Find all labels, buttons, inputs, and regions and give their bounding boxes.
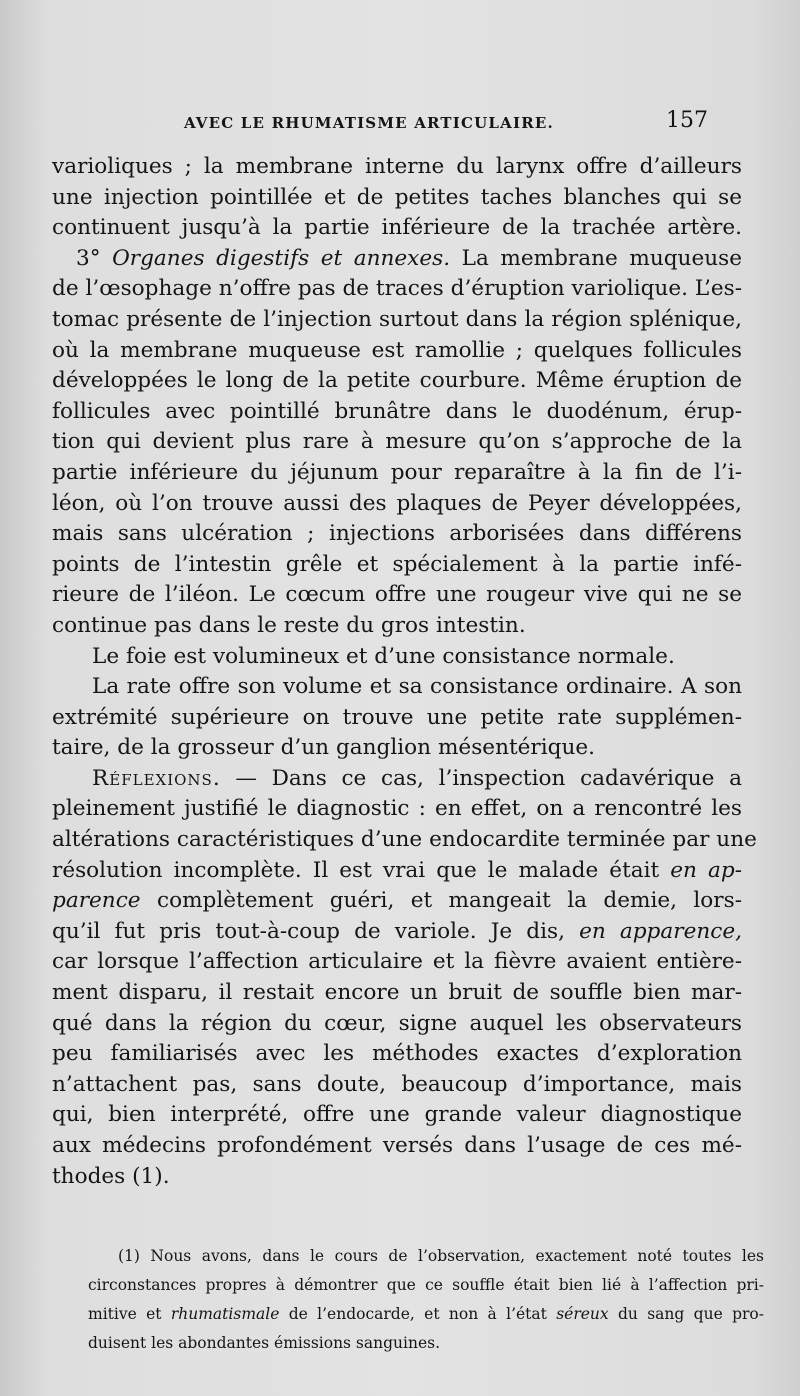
text-line: une injection pointillée et de petites taches blanches qui se <box>52 184 742 210</box>
emphasis: parence <box>52 888 141 914</box>
text-run: mitive et <box>88 1305 171 1323</box>
text-line: extrémité supérieure on trouve une petite rate supplémen- <box>52 704 742 730</box>
section-heading: Organes digestifs et annexes. <box>112 245 451 271</box>
emphasis: rhumatismale <box>170 1305 280 1323</box>
text-line: varioliques ; la membrane interne du larynx offre d’ailleurs <box>52 154 742 179</box>
text-line: de l’œsophage n’offre pas de traces d’éruption variolique. L’es- <box>52 276 743 302</box>
text-line: thodes (1). <box>52 1163 170 1189</box>
text-line: tomac présente de l’injection surtout dans la région splénique, <box>52 306 742 332</box>
text-line: continuent jusqu’à la partie inférieure de la trachée artère. <box>52 215 742 241</box>
section-number: 3° <box>76 245 113 271</box>
text-line: continue pas dans le reste du gros intestin. <box>52 612 526 638</box>
text-line: Le foie est volumineux et d’une consistance normale. <box>92 643 675 669</box>
footnote-line: circonstances propres à démontrer que ce souffle était bien lié à l’affection pri- <box>88 1276 764 1294</box>
text-run: complètement guéri, et mangeait la demie, lors- <box>140 888 742 914</box>
text-run: qu’il fut pris tout-à-coup de variole. Je dis, <box>52 918 580 944</box>
text-line <box>52 764 742 795</box>
text-run: du sang que pro- <box>608 1305 764 1323</box>
text-line: follicules avec pointillé brunâtre dans le duodénum, érup- <box>52 398 742 424</box>
text-line: partie inférieure du jéjunum pour reparaître à la fin de l’i- <box>52 459 742 485</box>
text-line: qui, bien interprété, offre une grande valeur diagnostique <box>52 1102 742 1128</box>
body-text <box>52 152 757 1192</box>
text-line: léon, où l’on trouve aussi des plaques de Peyer développées, <box>52 490 742 516</box>
emphasis: en apparence, <box>579 918 742 944</box>
footnote-line <box>88 1300 764 1329</box>
text-line: peu familiarisés avec les méthodes exactes d’exploration <box>52 1041 742 1067</box>
text-run: — Dans ce cas, l’inspection cadavérique a <box>220 765 742 791</box>
text-line: mais sans ulcération ; injections arborisées dans différens <box>52 521 742 547</box>
section-heading: Réflexions. <box>92 765 221 791</box>
text-line <box>52 886 742 917</box>
text-line: qué dans la région du cœur, signe auquel les observateurs <box>52 1010 742 1036</box>
text-line: où la membrane muqueuse est ramollie ; quelques follicules <box>52 337 742 363</box>
page-number: 157 <box>666 108 708 133</box>
text-line: aux médecins profondément versés dans l’usage de ces mé- <box>52 1133 742 1158</box>
text-line <box>52 856 742 887</box>
text-line <box>52 917 742 948</box>
text-run: de l’endocarde, et non à l’état <box>279 1305 557 1323</box>
emphasis: séreux <box>556 1305 609 1323</box>
text-line: rieure de l’iléon. Le cœcum offre une rougeur vive qui ne se <box>52 582 742 608</box>
text-line <box>52 244 742 275</box>
text-line: tion qui devient plus rare à mesure qu’on s’approche de la <box>52 429 742 455</box>
running-title: AVEC LE RHUMATISME ARTICULAIRE. <box>184 114 554 132</box>
footnote <box>88 1242 764 1358</box>
footnote-line: (1) Nous avons, dans le cours de l’observation, exactement noté toutes les <box>118 1247 764 1265</box>
text-line: taire, de la grosseur d’un ganglion mésentérique. <box>52 735 596 761</box>
page-header <box>60 108 710 138</box>
text-line: car lorsque l’affection articulaire et la fièvre avaient entière- <box>52 949 742 975</box>
text-line: points de l’intestin grêle et spécialement à la partie infé- <box>52 551 742 577</box>
text-line: développées le long de la petite courbure. Même éruption de <box>52 368 742 394</box>
text-line: ment disparu, il restait encore un bruit de souffle bien mar- <box>52 980 742 1006</box>
text-line: altérations caractéristiques d’une endocardite terminée par une <box>52 827 757 853</box>
text-line: La rate offre son volume et sa consistance ordinaire. A son <box>92 674 742 700</box>
emphasis: en ap- <box>670 857 742 883</box>
text-run: La membrane muqueuse <box>450 245 742 271</box>
text-run: résolution incomplète. Il est vrai que le malade était <box>52 857 671 883</box>
text-line: n’attachent pas, sans doute, beaucoup d’importance, mais <box>52 1071 742 1097</box>
text-line: pleinement justifié le diagnostic : en effet, on a rencontré les <box>52 796 742 822</box>
footnote-line: duisent les abondantes émissions sanguines. <box>88 1334 441 1352</box>
